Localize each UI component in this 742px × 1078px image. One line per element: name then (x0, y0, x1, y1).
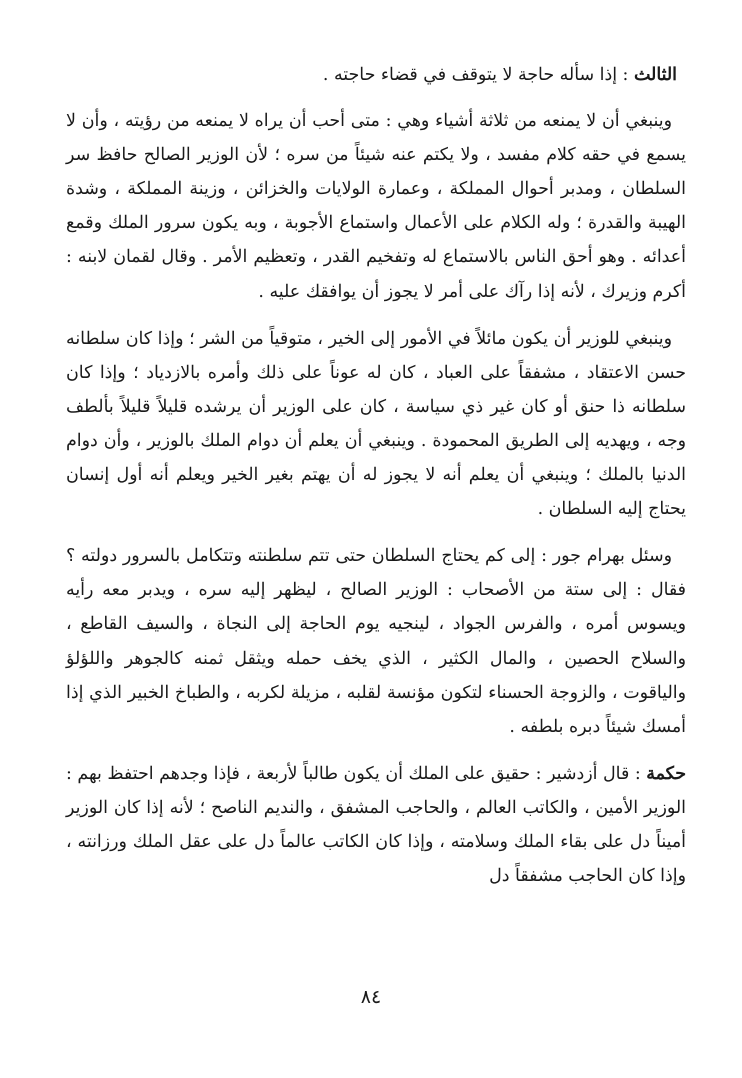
paragraph-bahram-gur (66, 539, 686, 744)
paragraph-text: : قال أزدشير : حقيق على الملك أن يكون طالباً لأربعة ، فإذا وجدهم احتفظ بهم : الوزير الأمين ، والكاتب العالم ، والحاجب المشفق ، والنديم الناصح ؛ لأنه إذا كان الوزير أميناً دل على بقاء الملك وسلامته ، وإذا كان الكاتب عالماً دل على عقل الملك ورزانته ، وإذا كان الحاجب مشفقاً دل (66, 763, 686, 887)
paragraph-text: وينبغي أن لا يمنعه من ثلاثة أشياء وهي : متى أحب أن يراه لا يمنعه من رؤيته ، وأن لا يسمع في حقه كلام مفسد ، ولا يكتم عنه شيئاً من سره ؛ لأن الوزير الصالح حافظ سر السلطان ، ومدبر أحوال المملكة ، وعمارة الولايات والخزائن ، وزينة المملكة ، وشدة الهيبة والقدرة ؛ وله الكلام على الأعمال واستماع الأجوبة ، وبه يكون سرور الملك وقمع أعدائه . وهو أحق الناس بالاستماع له وتفخيم القدر ، وتعظيم الأمر . وقال لقمان لابنه : أكرم وزيرك ، لأنه إذا رآك على أمر لا يجوز أن يوافقك عليه . (66, 111, 686, 302)
paragraph-third-condition (66, 58, 686, 92)
paragraph-vizier-access (66, 104, 686, 309)
page-body (66, 58, 686, 893)
page-number: ٨٤ (360, 986, 382, 1008)
paragraph-text: : إذا سأله حاجة لا يتوقف في قضاء حاجته . (322, 65, 634, 85)
paragraph-label: الثالث (633, 65, 677, 85)
paragraph-vizier-goodness (66, 322, 686, 527)
paragraph-text: وينبغي للوزير أن يكون مائلاً في الأمور إلى الخير ، متوقياً من الشر ؛ وإذا كان سلطانه حسن الاعتقاد ، مشفقاً على العباد ، كان له عوناً على ذلك وأمره بالازدياد ؛ وإذا كان سلطانه ذا حنق أو كان غير ذي سياسة ، كان على الوزير أن يرشده قليلاً قليلاً بألطف وجه ، ويهديه إلى الطريق المحمودة . وينبغي أن يعلم أن دوام الملك بالوزير ، وأن دوام الدنيا بالملك ؛ وينبغي أن يعلم أنه لا يجوز له أن يهتم بغير الخير ويعلم أنه أول إنسان يحتاج إليه السلطان . (66, 328, 686, 520)
paragraph-label: حكمة (646, 763, 686, 784)
paragraph-wisdom (66, 757, 686, 893)
paragraph-text: وسئل بهرام جور : إلى كم يحتاج السلطان حتى تتم سلطنته وتتكامل بالسرور دولته ؟ فقال : إلى ستة من الأصحاب : الوزير الصالح ، ليظهر إليه سره ، ويدبر معه رأيه ويسوس أمره ، والفرس الجواد ، لينجيه يوم الحاجة إلى النجاة ، والسيف القاطع ، والسلاح الحصين ، والمال الكثير ، الذي يخف حمله ويثقل ثمنه كالجوهر واللؤلؤ والياقوت ، والزوجة الحسناء لتكون مؤنسة لقلبه ، مزيلة لكربه ، والطباخ الخبير الذي إذا أمسك شيئاً دبره بلطفه . (66, 546, 686, 737)
